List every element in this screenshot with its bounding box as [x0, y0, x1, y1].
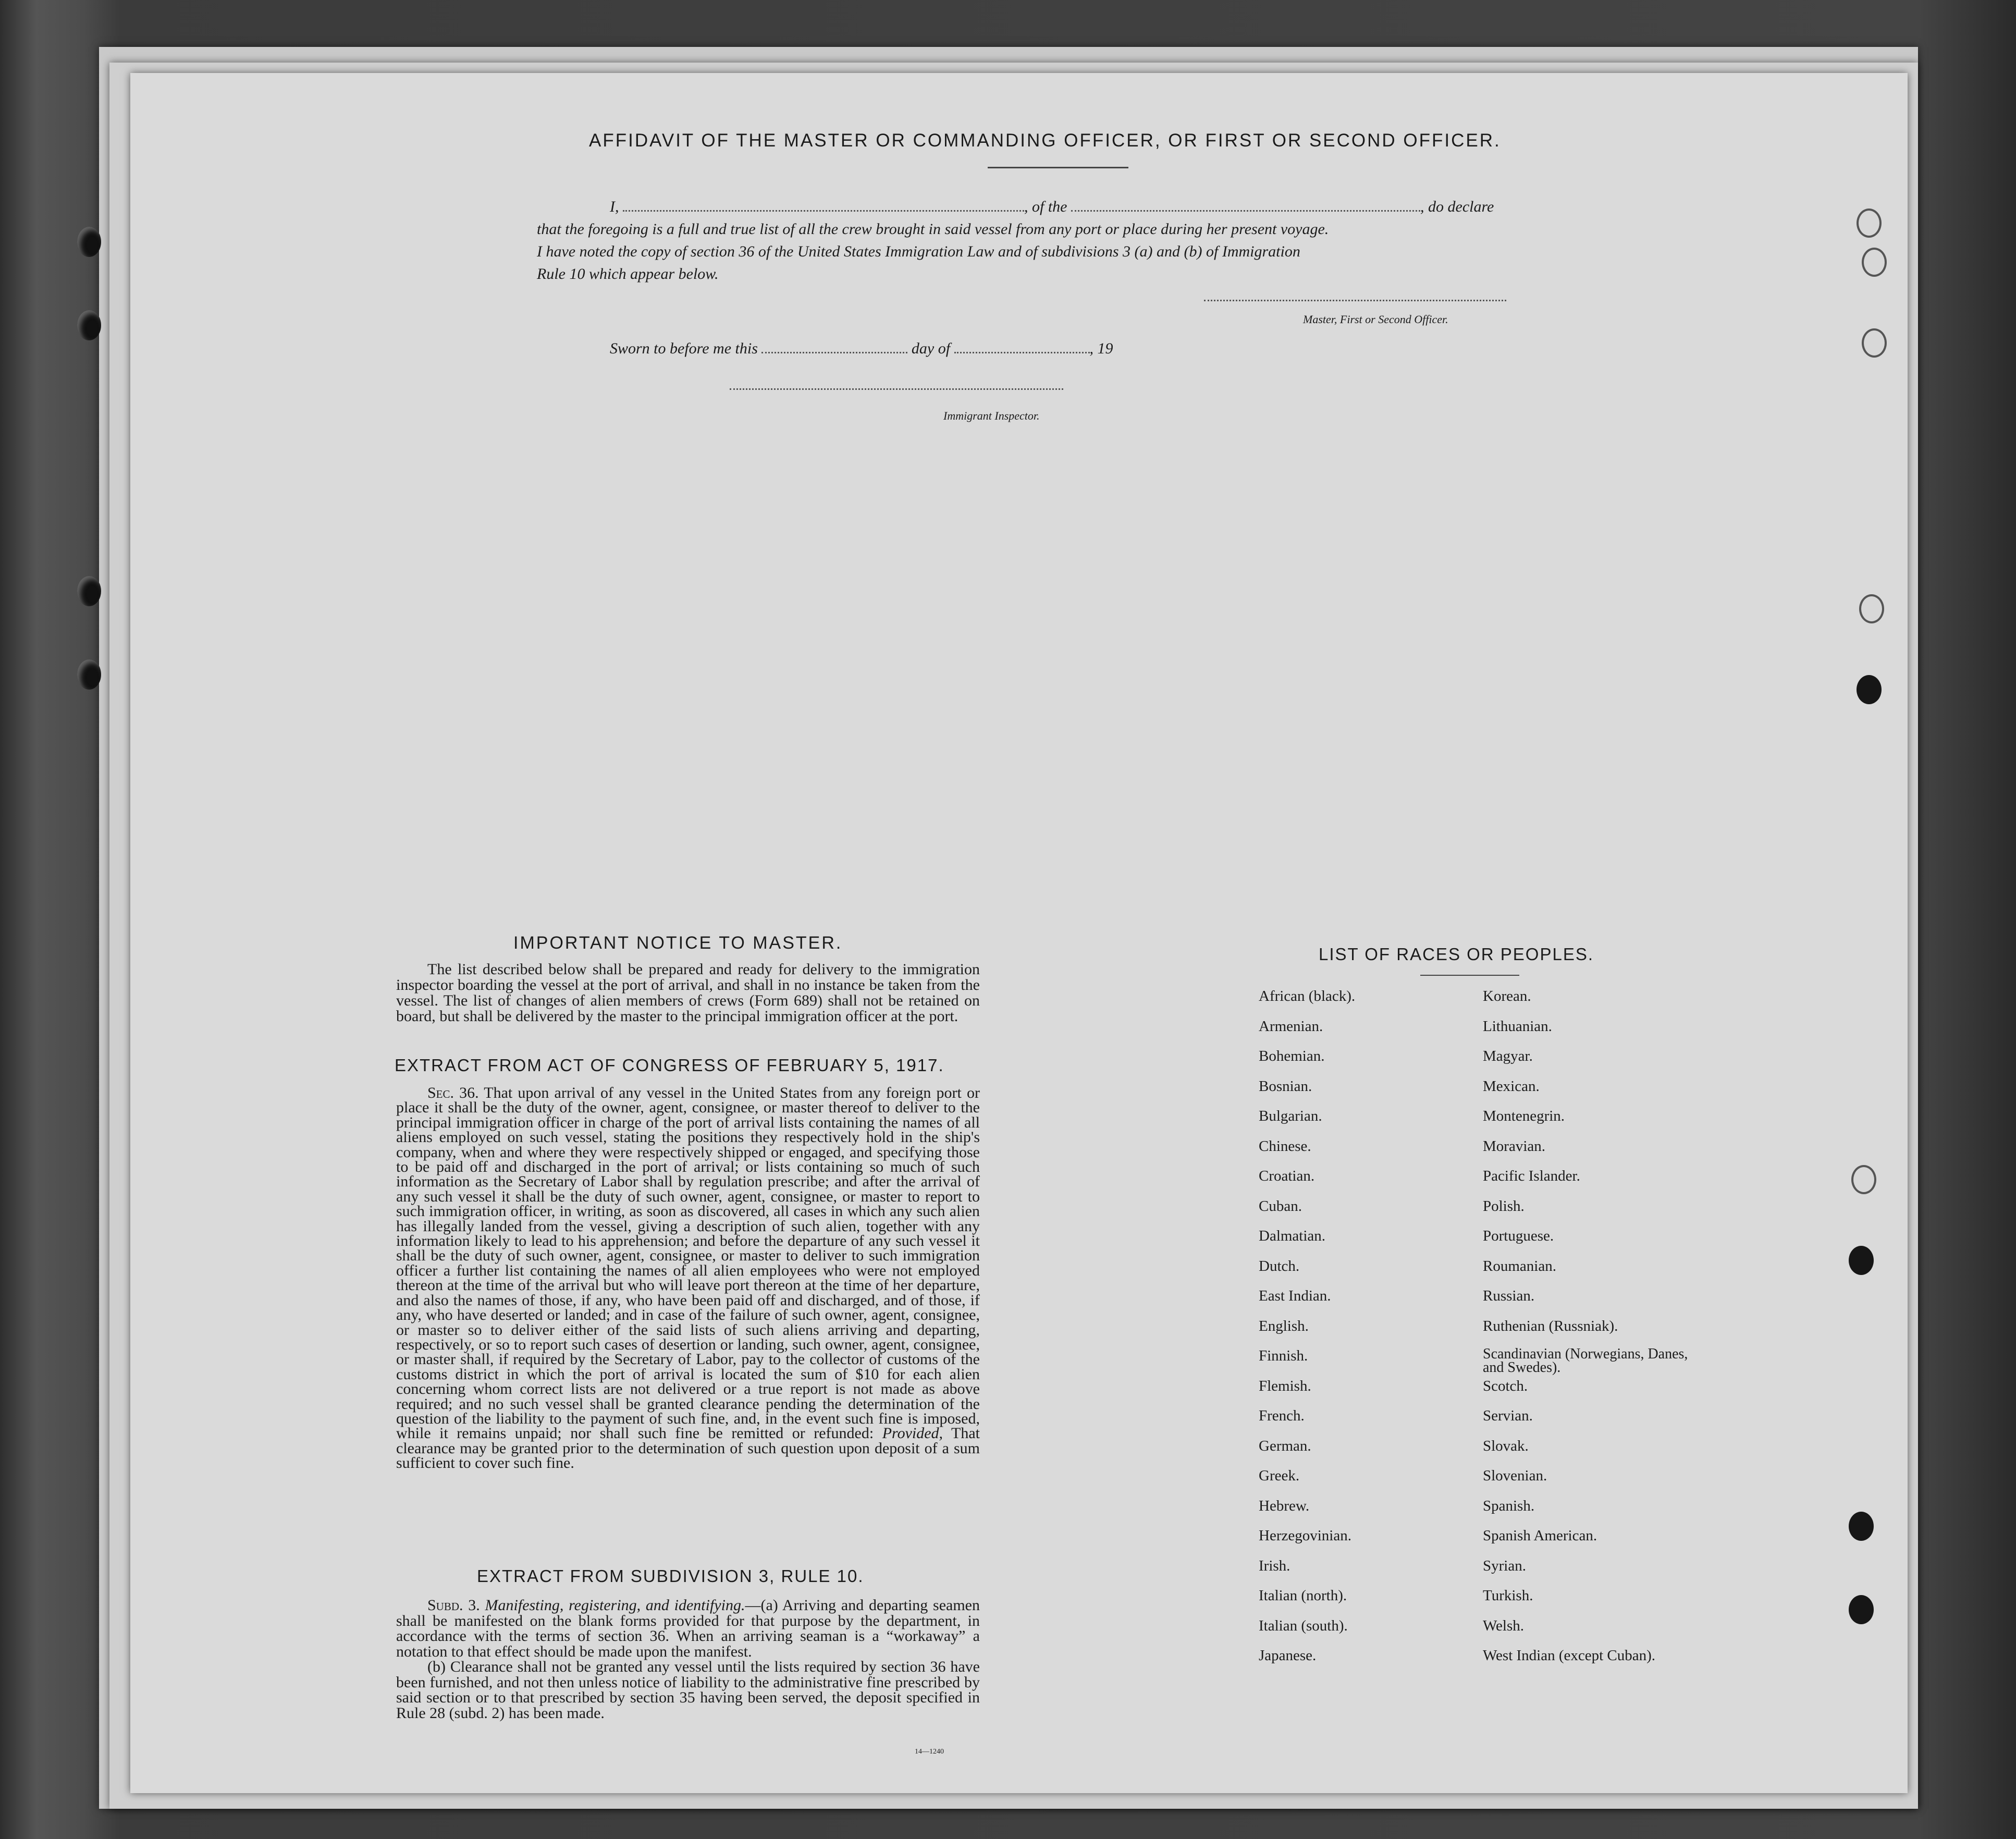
races-row [1259, 1498, 1702, 1528]
punch-hole [1862, 328, 1887, 358]
races-row [1259, 1048, 1702, 1078]
race-left: German. [1259, 1437, 1311, 1454]
race-left: Cuban. [1259, 1197, 1302, 1215]
notice-paragraph: The list described below shall be prepared and ready for delivery to the immigration inspector boarding the vessel at the port of arrival, and shall in no instance be taken from the vessel. The list of changes of alien members of crews (Form 689) shall not be retained on board, but shall be delivered by the master to the principal immigration officer at the port. [396, 961, 980, 1025]
rule-extract-title: EXTRACT FROM SUBDIVISION 3, RULE 10. [477, 1566, 864, 1586]
race-right: Scotch. [1483, 1377, 1528, 1394]
punch-hole [1849, 1246, 1874, 1275]
race-left: Greek. [1259, 1467, 1300, 1484]
race-right: Scandinavian (Norwegians, Danes, and Swedes). [1483, 1346, 1688, 1376]
race-right: West Indian (except Cuban). [1483, 1647, 1656, 1664]
sworn-label: Sworn to before me this [610, 340, 758, 357]
race-right: Moravian. [1483, 1137, 1545, 1155]
races-row [1259, 1617, 1702, 1648]
race-left: Hebrew. [1259, 1497, 1310, 1514]
races-row [1259, 1288, 1702, 1318]
race-left: Dutch. [1259, 1257, 1300, 1274]
race-right: Turkish. [1483, 1587, 1533, 1604]
race-left: Flemish. [1259, 1377, 1311, 1394]
act-extract-text [396, 1086, 980, 1471]
binder-hole [77, 659, 101, 690]
race-right: Servian. [1483, 1407, 1533, 1424]
affidavit-line-3: I have noted the copy of section 36 of the United States Immigration Law and of subdivisions 3 (a) and (b) of Immigration [537, 243, 1300, 260]
punch-hole [1857, 209, 1882, 238]
races-row [1259, 1108, 1702, 1138]
punch-hole [1857, 675, 1882, 704]
punch-hole [1849, 1595, 1874, 1624]
sworn-day-field[interactable] [761, 352, 907, 353]
sec-36-text: That upon arrival of any vessel in the United States from any foreign port or place it shall be the duty of the owner, agent, consignee, or master thereof to deliver to the principal immigration officer in charge of the port of arrival lists containing the names of all aliens employed on such vessel, stating the positions they respectively hold in the ship's company, when and where they were respectively shipped or engaged, and specifying those to be paid off and discharged in the port of arrival; or lists containing so much of such information as the Secretary of Labor shall by regulation prescribe; and after the arrival of any such vessel it shall be the duty of such owner, agent, consignee, or master to report to such immigration officer, in writing, as soon as discovered, all cases in which any such alien has illegally landed from the vessel, giving a description of such alien, together with any information likely to lead to his apprehension; and before the departure of any such vessel it shall be the duty of such owner, agent, consignee, or master to deliver to such immigration officer a further list containing the names of all alien employees who were not employed thereon at the time of the arrival but who will leave port thereon at the time of her departure, and also the names of those, if any, who have been paid off and discharged, and of those, if any, who have deserted or landed; and in case of the failure of such owner, agent, consignee, or master so to deliver either of the said lists of such aliens arriving and departing, respectively, or so to report such cases of desertion or landing, such owner, agent, consignee, or master shall, if required by the Secretary of Labor, pay to the collector of customs of the customs district in which the port of arrival is located the sum of $10 for each alien concerning whom correct lists are not delivered or a true report is not made as above required; and no such vessel shall be granted clearance pending the determination of the question of the liability to the payment of such fine, and, in the event such fine is imposed, while it remains unpaid; nor shall such fine be remitted or refunded: [396, 1084, 980, 1442]
race-right: Pacific Islander. [1483, 1168, 1580, 1184]
races-row [1259, 1198, 1702, 1228]
punch-hole [1849, 1512, 1874, 1541]
notice-text [396, 962, 980, 1024]
binder-hole [77, 227, 101, 257]
races-row [1259, 1318, 1702, 1348]
form-number: 14—1240 [915, 1748, 944, 1756]
sworn-line [610, 340, 1113, 358]
race-right: Korean. [1483, 988, 1531, 1004]
rule-extract-text [396, 1598, 980, 1721]
race-right: Magyar. [1483, 1048, 1533, 1064]
races-row [1259, 1347, 1702, 1378]
race-right: Lithuanian. [1483, 1017, 1552, 1035]
binder-hole [77, 576, 101, 606]
act-extract-title: EXTRACT FROM ACT OF CONGRESS OF FEBRUARY 5, 1917. [395, 1056, 944, 1075]
race-left: Bulgarian. [1259, 1108, 1322, 1124]
races-row [1259, 1078, 1702, 1108]
race-right: Portuguese. [1483, 1228, 1554, 1244]
race-right: Spanish American. [1483, 1527, 1597, 1544]
race-left: Finnish. [1259, 1347, 1308, 1364]
races-row [1259, 988, 1702, 1018]
race-left: Dalmatian. [1259, 1228, 1326, 1244]
provided-label: Provided, [882, 1425, 943, 1442]
races-row [1259, 1168, 1702, 1198]
race-left: Italian (north). [1259, 1587, 1347, 1604]
affidavit-body [537, 195, 1527, 285]
inspector-caption: Immigrant Inspector. [943, 409, 1040, 422]
race-right: Welsh. [1483, 1617, 1525, 1634]
races-title-rule [1420, 975, 1519, 976]
race-left: French. [1259, 1407, 1305, 1424]
races-title: LIST OF RACES OR PEOPLES. [1319, 945, 1594, 964]
race-right: Syrian. [1483, 1557, 1526, 1574]
race-left: East Indian. [1259, 1288, 1331, 1304]
race-left: Chinese. [1259, 1137, 1311, 1155]
races-row [1259, 1258, 1702, 1288]
punch-hole [1851, 1165, 1876, 1194]
vessel-name-field[interactable] [1071, 210, 1420, 212]
day-of-label: day of [911, 340, 951, 357]
sworn-month-field[interactable] [954, 352, 1090, 353]
inspector-signature-field[interactable] [730, 388, 1063, 390]
race-right: Spanish. [1483, 1497, 1535, 1514]
race-left: Croatian. [1259, 1168, 1315, 1184]
races-row [1259, 1407, 1702, 1438]
race-right: Slovenian. [1483, 1467, 1547, 1484]
race-right: Slovak. [1483, 1437, 1529, 1454]
year-label: , 19 [1089, 340, 1113, 357]
signature-field[interactable] [1204, 300, 1506, 301]
race-left: Armenian. [1259, 1017, 1323, 1035]
affidavit-line-4: Rule 10 which appear below. [537, 265, 719, 283]
races-row [1259, 1527, 1702, 1558]
race-left: Bosnian. [1259, 1077, 1312, 1095]
race-left: Irish. [1259, 1557, 1290, 1574]
races-row [1259, 1558, 1702, 1588]
affidavit-title: AFFIDAVIT OF THE MASTER OR COMMANDING OFFICER, OR FIRST OR SECOND OFFICER. [589, 130, 1501, 151]
races-row [1259, 1138, 1702, 1168]
race-left: African (black). [1259, 988, 1356, 1004]
master-name-field[interactable] [623, 210, 1024, 212]
race-right: Russian. [1483, 1288, 1535, 1304]
race-left: Japanese. [1259, 1647, 1317, 1664]
races-row [1259, 1018, 1702, 1048]
race-left: Bohemian. [1259, 1048, 1325, 1064]
races-row [1259, 1587, 1702, 1617]
races-row [1259, 1467, 1702, 1498]
para-b: (b) Clearance shall not be granted any vessel until the lists required by section 36 have been furnished, and not then unless notice of liability to the administrative fine prescribed by said section or to that prescribed by section 35 having been served, the deposit specified in Rule 28 (subd. 2) has been made. [396, 1658, 980, 1722]
sec-36-text-end: That clearance may be granted prior to the determination of such question upon deposit of a sum sufficient to cover such fine. [396, 1425, 980, 1472]
race-right: Mexican. [1483, 1077, 1540, 1095]
races-table [1259, 988, 1702, 1677]
i-label: I, [610, 198, 619, 215]
race-left: Italian (south). [1259, 1617, 1348, 1634]
declare-label: , do declare [1420, 198, 1494, 215]
of-the-label: , of the [1024, 198, 1067, 215]
para-a: —(a) Arriving and departing seamen shall be manifested on the blank forms provided for that purpose by the department, in accordance with the terms of section 36. When an arriving seaman is a “workaway” a notation to that effect should be made upon the manifest. [396, 1597, 980, 1660]
races-row [1259, 1378, 1702, 1408]
race-right: Roumanian. [1483, 1257, 1556, 1274]
notice-title: IMPORTANT NOTICE TO MASTER. [513, 933, 843, 953]
punch-hole [1862, 248, 1887, 277]
signature-caption: Master, First or Second Officer. [1303, 313, 1448, 326]
races-row [1259, 1438, 1702, 1468]
punch-hole [1859, 594, 1884, 623]
race-right: Polish. [1483, 1197, 1525, 1215]
races-row [1259, 1228, 1702, 1258]
race-right: Ruthenian (Russniak). [1483, 1317, 1618, 1334]
affidavit-line-2: that the foregoing is a full and true list of all the crew brought in said vessel from any port or place during her present voyage. [537, 220, 1329, 238]
title-rule [988, 167, 1128, 168]
declaration-line [537, 195, 1527, 218]
subd-label: Subd. 3. [427, 1597, 480, 1614]
sec-label: Sec. 36. [427, 1084, 479, 1101]
race-left: Herzegovinian. [1259, 1527, 1351, 1544]
subd-heading: Manifesting, registering, and identifying. [485, 1597, 745, 1614]
race-right: Montenegrin. [1483, 1108, 1565, 1124]
race-left: English. [1259, 1317, 1309, 1334]
races-row [1259, 1647, 1702, 1677]
binder-hole [77, 310, 101, 340]
